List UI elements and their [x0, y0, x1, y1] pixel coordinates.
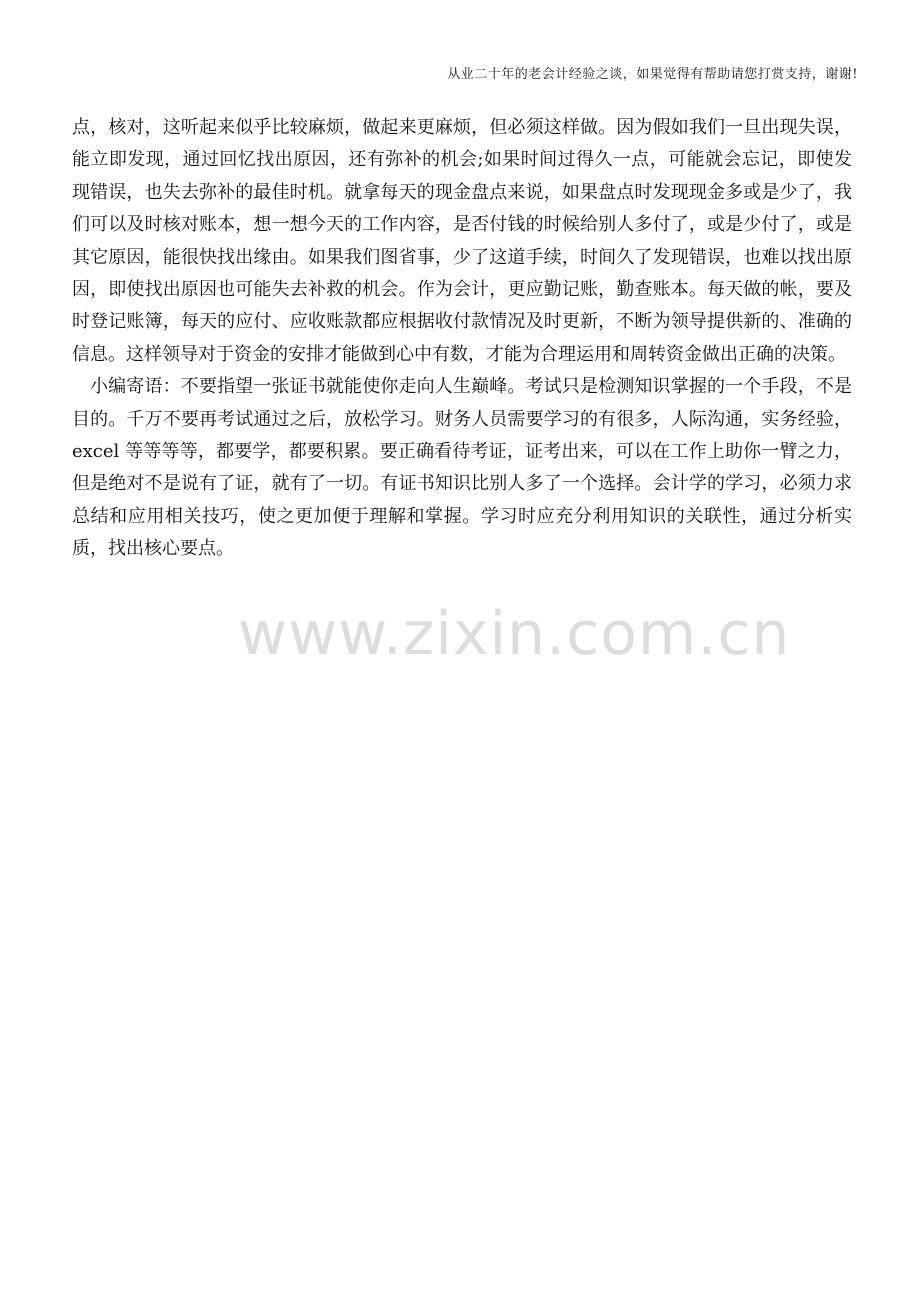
header-note: 从业二十年的老会计经验之谈，如果觉得有帮助请您打赏支持，谢谢! — [447, 67, 858, 82]
body-paragraph-1: 点，核对，这听起来似乎比较麻烦，做起来更麻烦，但必须这样做。因为假如我们一旦出现失误，能立即发现，通过回忆找出原因，还有弥补的机会;如果时间过得久一点，可能就会忘记，即使发现错误，也失去弥补的最佳时机。就拿每天的现金盘点来说，如果盘点时发现现金多或是少了，我们可以及时核对账本，想一想今天的工作内容，是否付钱的时候给别人多付了，或是少付了，或是其它原因，能很快找出缘由。如果我们图省事，少了这道手续，时间久了发现错误，也难以找出原因，即使找出原因也可能失去补救的机会。作为会计，更应勤记账，勤查账本。每天做的帐，要及时登记账簿，每天的应付、应收账款都应根据收付款情况及时更新，不断为领导提供新的、准确的信息。这样领导对于资金的安排才能做到心中有数，才能为合理运用和周转资金做出正确的决策。 — [72, 117, 852, 365]
watermark: www.zixin.com.cn — [238, 599, 791, 669]
document-body — [72, 112, 852, 566]
body-paragraph-2: 小编寄语：不要指望一张证书就能使你走向人生巅峰。考试只是检测知识掌握的一个手段，不是目的。千万不要再考试通过之后，放松学习。财务人员需要学习的有很多，人际沟通，实务经验，excel 等等等等，都要学，都要积累。要正确看待考证，证考出来，可以在工作上助你一臂之力，但是绝对不是说有了证，就有了一切。有证书知识比别人多了一个选择。会计学的学习，必须力求总结和应用相关技巧，使之更加便于理解和掌握。学习时应充分利用知识的关联性，通过分析实质，找出核心要点。 — [72, 376, 852, 560]
